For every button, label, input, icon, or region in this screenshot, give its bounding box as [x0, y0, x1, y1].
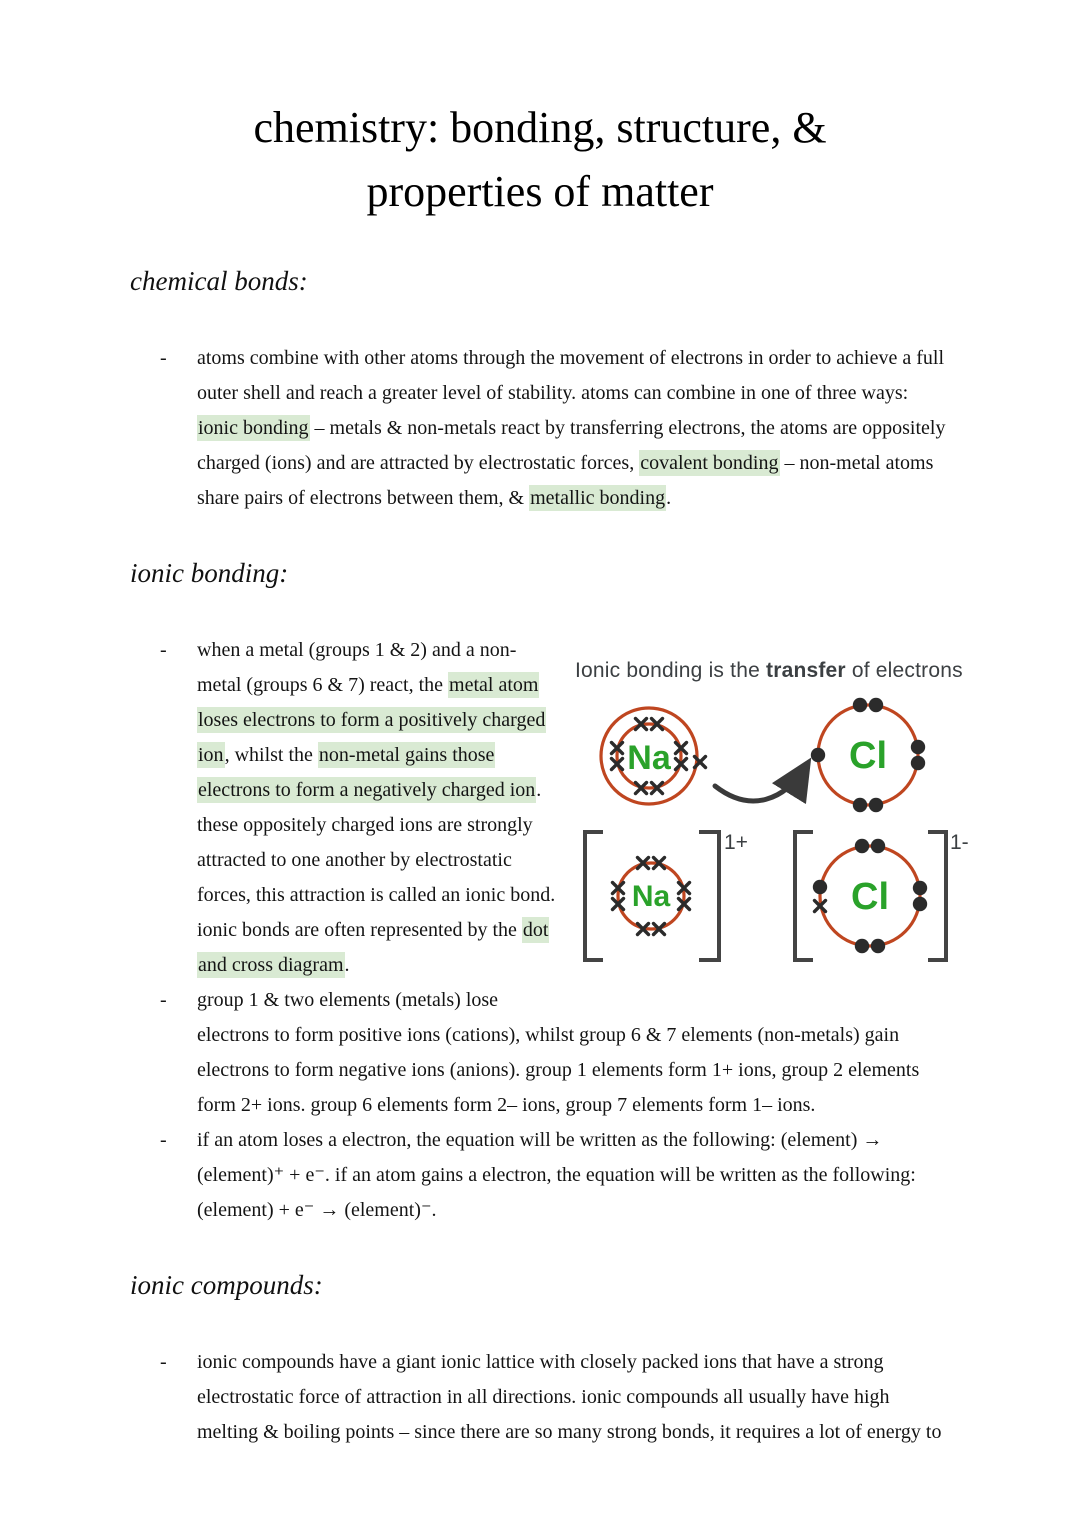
figure-caption	[575, 653, 975, 688]
text-segment: , whilst the	[224, 743, 318, 766]
text-segment: . these oppositely charged ions are strongly attracted to one another by electrostatic forces, this attraction is called an ionic bond. ionic bonds are often represented by the	[197, 778, 556, 941]
bracket	[699, 832, 719, 960]
bullet-item	[130, 341, 950, 516]
highlighted-text: metallic bonding	[530, 486, 666, 509]
chloride-charge: 1-	[950, 830, 969, 854]
bullet-dash: -	[160, 346, 167, 369]
text-segment: if an atom loses a electron, the equation will be written as the following: (element) → (element)⁺ + e⁻. if an atom gains a electron, the equation will be written as the following: (element) + e⁻ → (element)⁻.	[197, 1128, 916, 1221]
bullet-dash: -	[160, 1128, 167, 1151]
sodium-ion-label: Na	[631, 879, 671, 913]
bullet-item	[130, 633, 969, 983]
text-segment: atoms combine with other atoms through the movement of electrons in order to achieve a full outer shell and reach a greater level of stability. atoms can combine in one of three ways:	[197, 346, 945, 404]
text-segment: Ionic bonding is the	[575, 658, 766, 682]
highlighted-text: covalent bonding	[640, 451, 779, 474]
bullet-text	[197, 341, 950, 516]
bracket	[928, 832, 946, 960]
sodium-atom	[601, 708, 706, 804]
section-heading-ionic-compounds: ionic compounds:	[130, 1269, 323, 1300]
highlighted-text: dot and cross diagram	[198, 918, 549, 976]
ionic-compounds-bullets	[130, 1345, 950, 1450]
text-segment: group 1 & two elements (metals) lose electrons to form positive ions (cations), whilst group 6 & 7 elements (non-metals) gain electrons to form negative ions (anions). group 1 elements form 1+ ions, group 2 elements form 2+ ions. group 6 elements form 2– ions, group 7 elements form 1– ions.	[197, 988, 920, 1116]
ionic-bonding-figure	[573, 627, 975, 990]
sodium-ion	[585, 831, 748, 960]
chloride-ion	[795, 831, 969, 960]
text-segment: .	[666, 486, 672, 509]
chlorine-atom	[811, 697, 925, 811]
text-segment: of electrons	[845, 658, 963, 682]
page-title-line1: chemistry: bonding, structure, &	[253, 103, 827, 152]
sodium-label: Na	[627, 738, 671, 777]
sodium-charge: 1+	[724, 830, 748, 854]
bullet-dash: -	[160, 638, 167, 661]
highlighted-text: non-metal gains those electrons to form a negatively charged ion	[198, 743, 536, 801]
bullet-item	[130, 1345, 950, 1450]
bullet-text	[197, 1123, 950, 1228]
bullet-text	[197, 983, 950, 1123]
text-segment: .	[344, 953, 350, 976]
dot-and-cross-diagram	[573, 690, 975, 990]
text-segment: ionic compounds have a giant ionic lattice with closely packed ions that have a strong electrostatic force of attraction in all directions. ionic compounds all usually have high melting & boiling points – since there are so many strong bonds, it requires a lot of energy to	[197, 1350, 942, 1443]
highlighted-text: ionic bonding	[198, 416, 309, 439]
electron-transfer-arrow	[715, 766, 806, 801]
page-title-line2: properties of matter	[366, 166, 714, 216]
bullet-dash: -	[160, 988, 167, 1011]
bracket	[795, 832, 813, 960]
bracket	[585, 832, 603, 960]
ionic-bonding-bullets	[130, 633, 969, 1228]
section-heading-chemical-bonds: chemical bonds:	[130, 265, 308, 296]
chloride-ion-label: Cl	[851, 875, 889, 918]
bullet-text-segments	[197, 639, 555, 978]
page-title	[130, 96, 950, 224]
text-segment: – metals & non-metals react by transferring electrons, the atoms are oppositely charged (ions) and are attracted by electrostatic forces,	[197, 416, 946, 474]
bullet-item	[130, 983, 950, 1123]
highlighted-text: metal atom loses electrons to form a positively charged ion	[198, 673, 546, 766]
bullet-dash: -	[160, 1350, 167, 1373]
text-segment: – non-metal atoms share pairs of electrons between them, &	[197, 451, 934, 509]
bullet-text	[197, 633, 969, 983]
text-segment: transfer	[766, 658, 846, 682]
section-heading-ionic-bonding: ionic bonding:	[130, 557, 289, 588]
chemical-bonds-bullets	[130, 341, 950, 516]
bullet-item	[130, 1123, 950, 1228]
text-segment: when a metal (groups 1 & 2) and a non-metal (groups 6 & 7) react, the	[197, 638, 517, 696]
bullet-text	[197, 1345, 950, 1450]
chlorine-label: Cl	[849, 734, 887, 777]
